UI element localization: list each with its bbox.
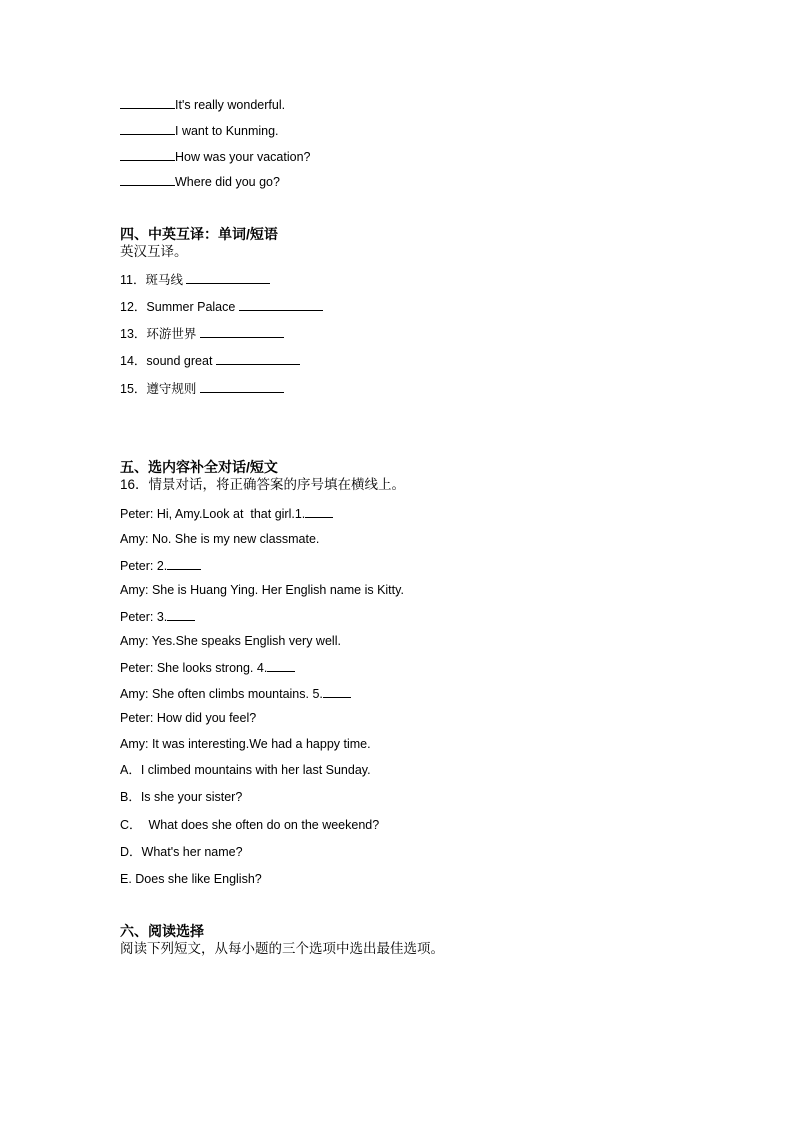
- answer-blank[interactable]: [267, 659, 295, 672]
- dialogue-line: Peter: 3.: [120, 608, 195, 625]
- translation-item-13: 13．环游世界: [120, 325, 284, 342]
- answer-blank[interactable]: [120, 173, 175, 186]
- translation-item-12: 12．Summer Palace: [120, 298, 323, 315]
- answer-blank[interactable]: [200, 325, 284, 338]
- answer-blank[interactable]: [120, 122, 175, 135]
- dialogue-line: Amy: It was interesting.We had a happy time.: [120, 737, 371, 751]
- answer-blank[interactable]: [323, 685, 351, 698]
- translation-item-15: 15．遵守规则: [120, 380, 284, 397]
- option-e: E. Does she like English?: [120, 872, 262, 886]
- dialogue-line: Amy: Yes.She speaks English very well.: [120, 634, 341, 648]
- section-5-title: 五、选内容补全对话/短文: [120, 459, 278, 475]
- answer-blank[interactable]: [167, 557, 201, 570]
- answer-blank[interactable]: [167, 608, 195, 621]
- dialogue-line: Amy: She often climbs mountains. 5.: [120, 685, 351, 702]
- dialogue-line: Peter: Hi, Amy.Look at that girl.1.: [120, 505, 333, 522]
- match-item-3: How was your vacation?: [120, 148, 310, 165]
- match-item-1: It's really wonderful.: [120, 96, 285, 113]
- dialogue-line: Peter: 2.: [120, 557, 201, 574]
- match-item-2: I want to Kunming.: [120, 122, 279, 139]
- translation-item-14: 14．sound great: [120, 352, 300, 369]
- translation-item-11: 11．斑马线: [120, 271, 270, 288]
- option-d: D．What's her name?: [120, 845, 243, 859]
- answer-blank[interactable]: [186, 271, 270, 284]
- answer-blank[interactable]: [305, 505, 333, 518]
- answer-blank[interactable]: [120, 96, 175, 109]
- section-6-instruction: 阅读下列短文，从每小题的三个选项中选出最佳选项。: [120, 941, 444, 956]
- option-a: A．I climbed mountains with her last Sunday.: [120, 763, 371, 777]
- section-5-instruction: 16．情景对话，将正确答案的序号填在横线上。: [120, 477, 406, 492]
- dialogue-line: Peter: How did you feel?: [120, 711, 257, 725]
- answer-blank[interactable]: [239, 298, 323, 311]
- section-6-title: 六、阅读选择: [120, 923, 204, 939]
- dialogue-line: Amy: No. She is my new classmate.: [120, 532, 320, 546]
- section-4-title: 四、中英互译：单词/短语: [120, 226, 278, 242]
- match-item-4: Where did you go?: [120, 173, 280, 190]
- option-c: C． What does she often do on the weekend?: [120, 818, 380, 832]
- option-b: B．Is she your sister?: [120, 790, 243, 804]
- dialogue-line: Amy: She is Huang Ying. Her English name is Kitty.: [120, 583, 404, 597]
- answer-blank[interactable]: [216, 352, 300, 365]
- answer-blank[interactable]: [120, 148, 175, 161]
- dialogue-line: Peter: She looks strong. 4.: [120, 659, 295, 676]
- answer-blank[interactable]: [200, 380, 284, 393]
- section-4-instruction: 英汉互译。: [120, 244, 188, 259]
